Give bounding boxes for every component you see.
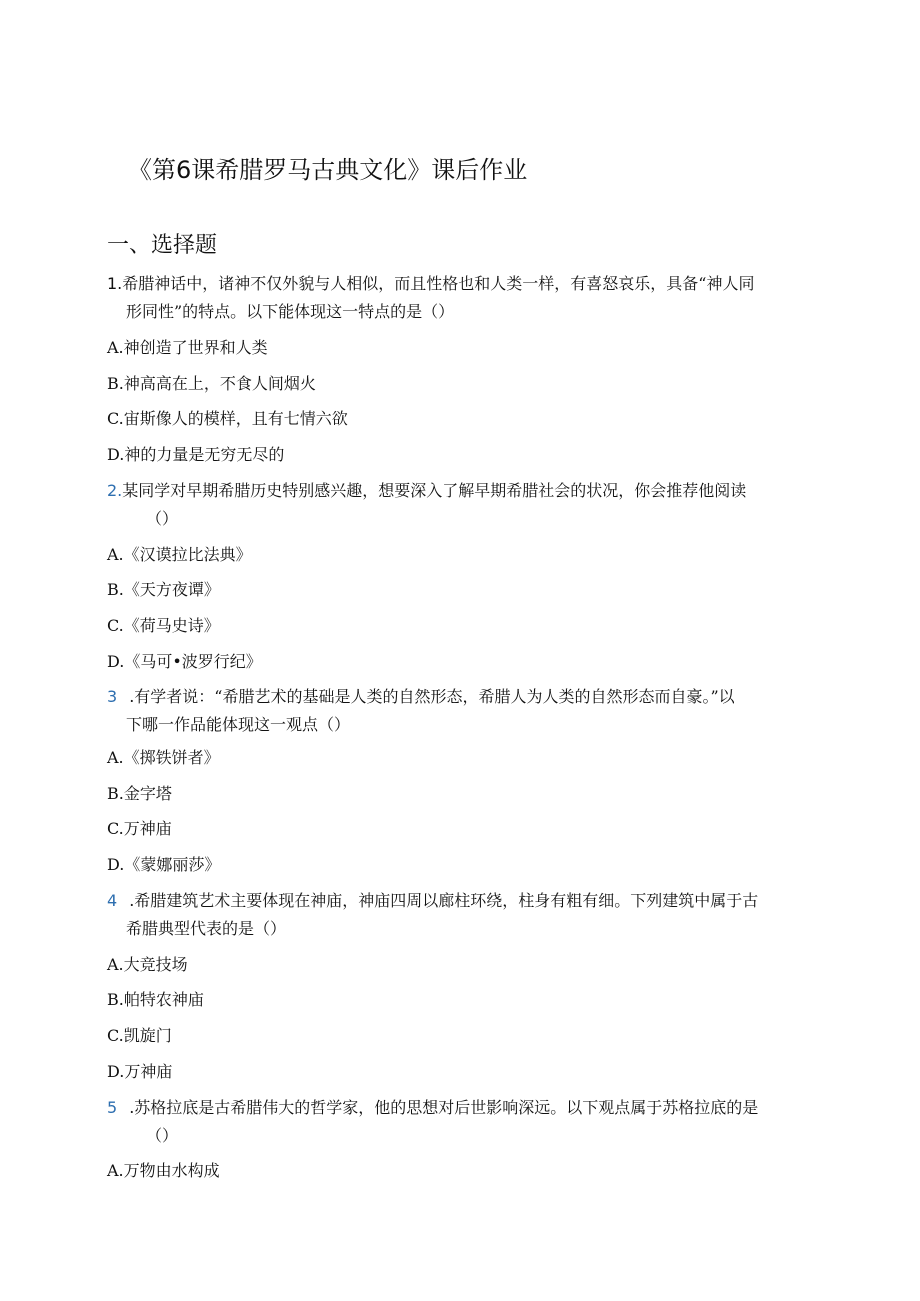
question-2-number: 2. [107, 481, 123, 500]
question-1-line-2: 形同性”的特点。以下能体现这一特点的是（） [126, 302, 455, 321]
question-3-option-a: A.《掷铁饼者》 [107, 748, 220, 767]
question-4-text: .希腊建筑艺术主要体现在神庙，神庙四周以廊柱环绕，柱身有粗有细。下列建筑中属于古 [129, 891, 759, 910]
question-1-line-1 [107, 274, 754, 294]
question-2-option-d: D.《马可•波罗行纪》 [107, 652, 262, 671]
question-4-option-d: D.万神庙 [107, 1062, 173, 1081]
question-2-option-c: C.《荷马史诗》 [107, 616, 220, 635]
question-2-line-1 [107, 481, 746, 501]
question-4-option-b: B.帕特农神庙 [107, 990, 204, 1009]
question-4-number: 4 [107, 891, 118, 910]
question-3-option-b: B.金字塔 [107, 784, 172, 803]
question-5-option-a: A.万物由水构成 [107, 1161, 220, 1180]
question-4-option-c: C.凯旋门 [107, 1026, 172, 1045]
question-4-line-1 [107, 891, 758, 911]
question-3-number: 3 [107, 687, 118, 706]
question-3-text: .有学者说：“希腊艺术的基础是人类的自然形态，希腊人为人类的自然形态而自豪。”以 [129, 687, 735, 706]
question-1-option-c: C.宙斯像人的模样，且有七情六欲 [107, 409, 348, 428]
question-3-line-1 [107, 687, 735, 707]
document-title: 《第6课希腊罗马古典文化》课后作业 [128, 156, 528, 184]
question-2-line-2: （） [146, 509, 179, 528]
question-3-option-c: C.万神庙 [107, 819, 172, 838]
question-5-number: 5 [107, 1098, 118, 1117]
question-5-line-2: （） [146, 1126, 179, 1145]
question-2-text: 某同学对早期希腊历史特别感兴趣，想要深入了解早期希腊社会的状况，你会推荐他阅读 [122, 481, 747, 500]
question-3-line-2: 下哪一作品能体现这一观点（） [126, 715, 351, 734]
question-4-line-2: 希腊典型代表的是（） [126, 919, 287, 938]
question-2-option-a: A.《汉谟拉比法典》 [107, 545, 252, 564]
question-1-number: 1. [107, 274, 123, 293]
question-4-option-a: A.大竞技场 [107, 955, 188, 974]
question-3-option-d: D.《蒙娜丽莎》 [107, 855, 221, 874]
question-5-text: .苏格拉底是古希腊伟大的哲学家，他的思想对后世影响深远。以下观点属于苏格拉底的是 [129, 1098, 759, 1117]
section-title: 一、选择题 [107, 233, 218, 258]
question-5-line-1 [107, 1098, 758, 1118]
question-1-option-b: B.神高高在上，不食人间烟火 [107, 374, 316, 393]
question-1-option-d: D.神的力量是无穷无尽的 [107, 445, 285, 464]
question-1-text: 希腊神话中，诸神不仅外貌与人相似，而且性格也和人类一样，有喜怒哀乐，具备“神人同 [122, 274, 755, 293]
question-1-option-a: A.神创造了世界和人类 [107, 338, 268, 357]
question-2-option-b: B.《天方夜谭》 [107, 580, 220, 599]
